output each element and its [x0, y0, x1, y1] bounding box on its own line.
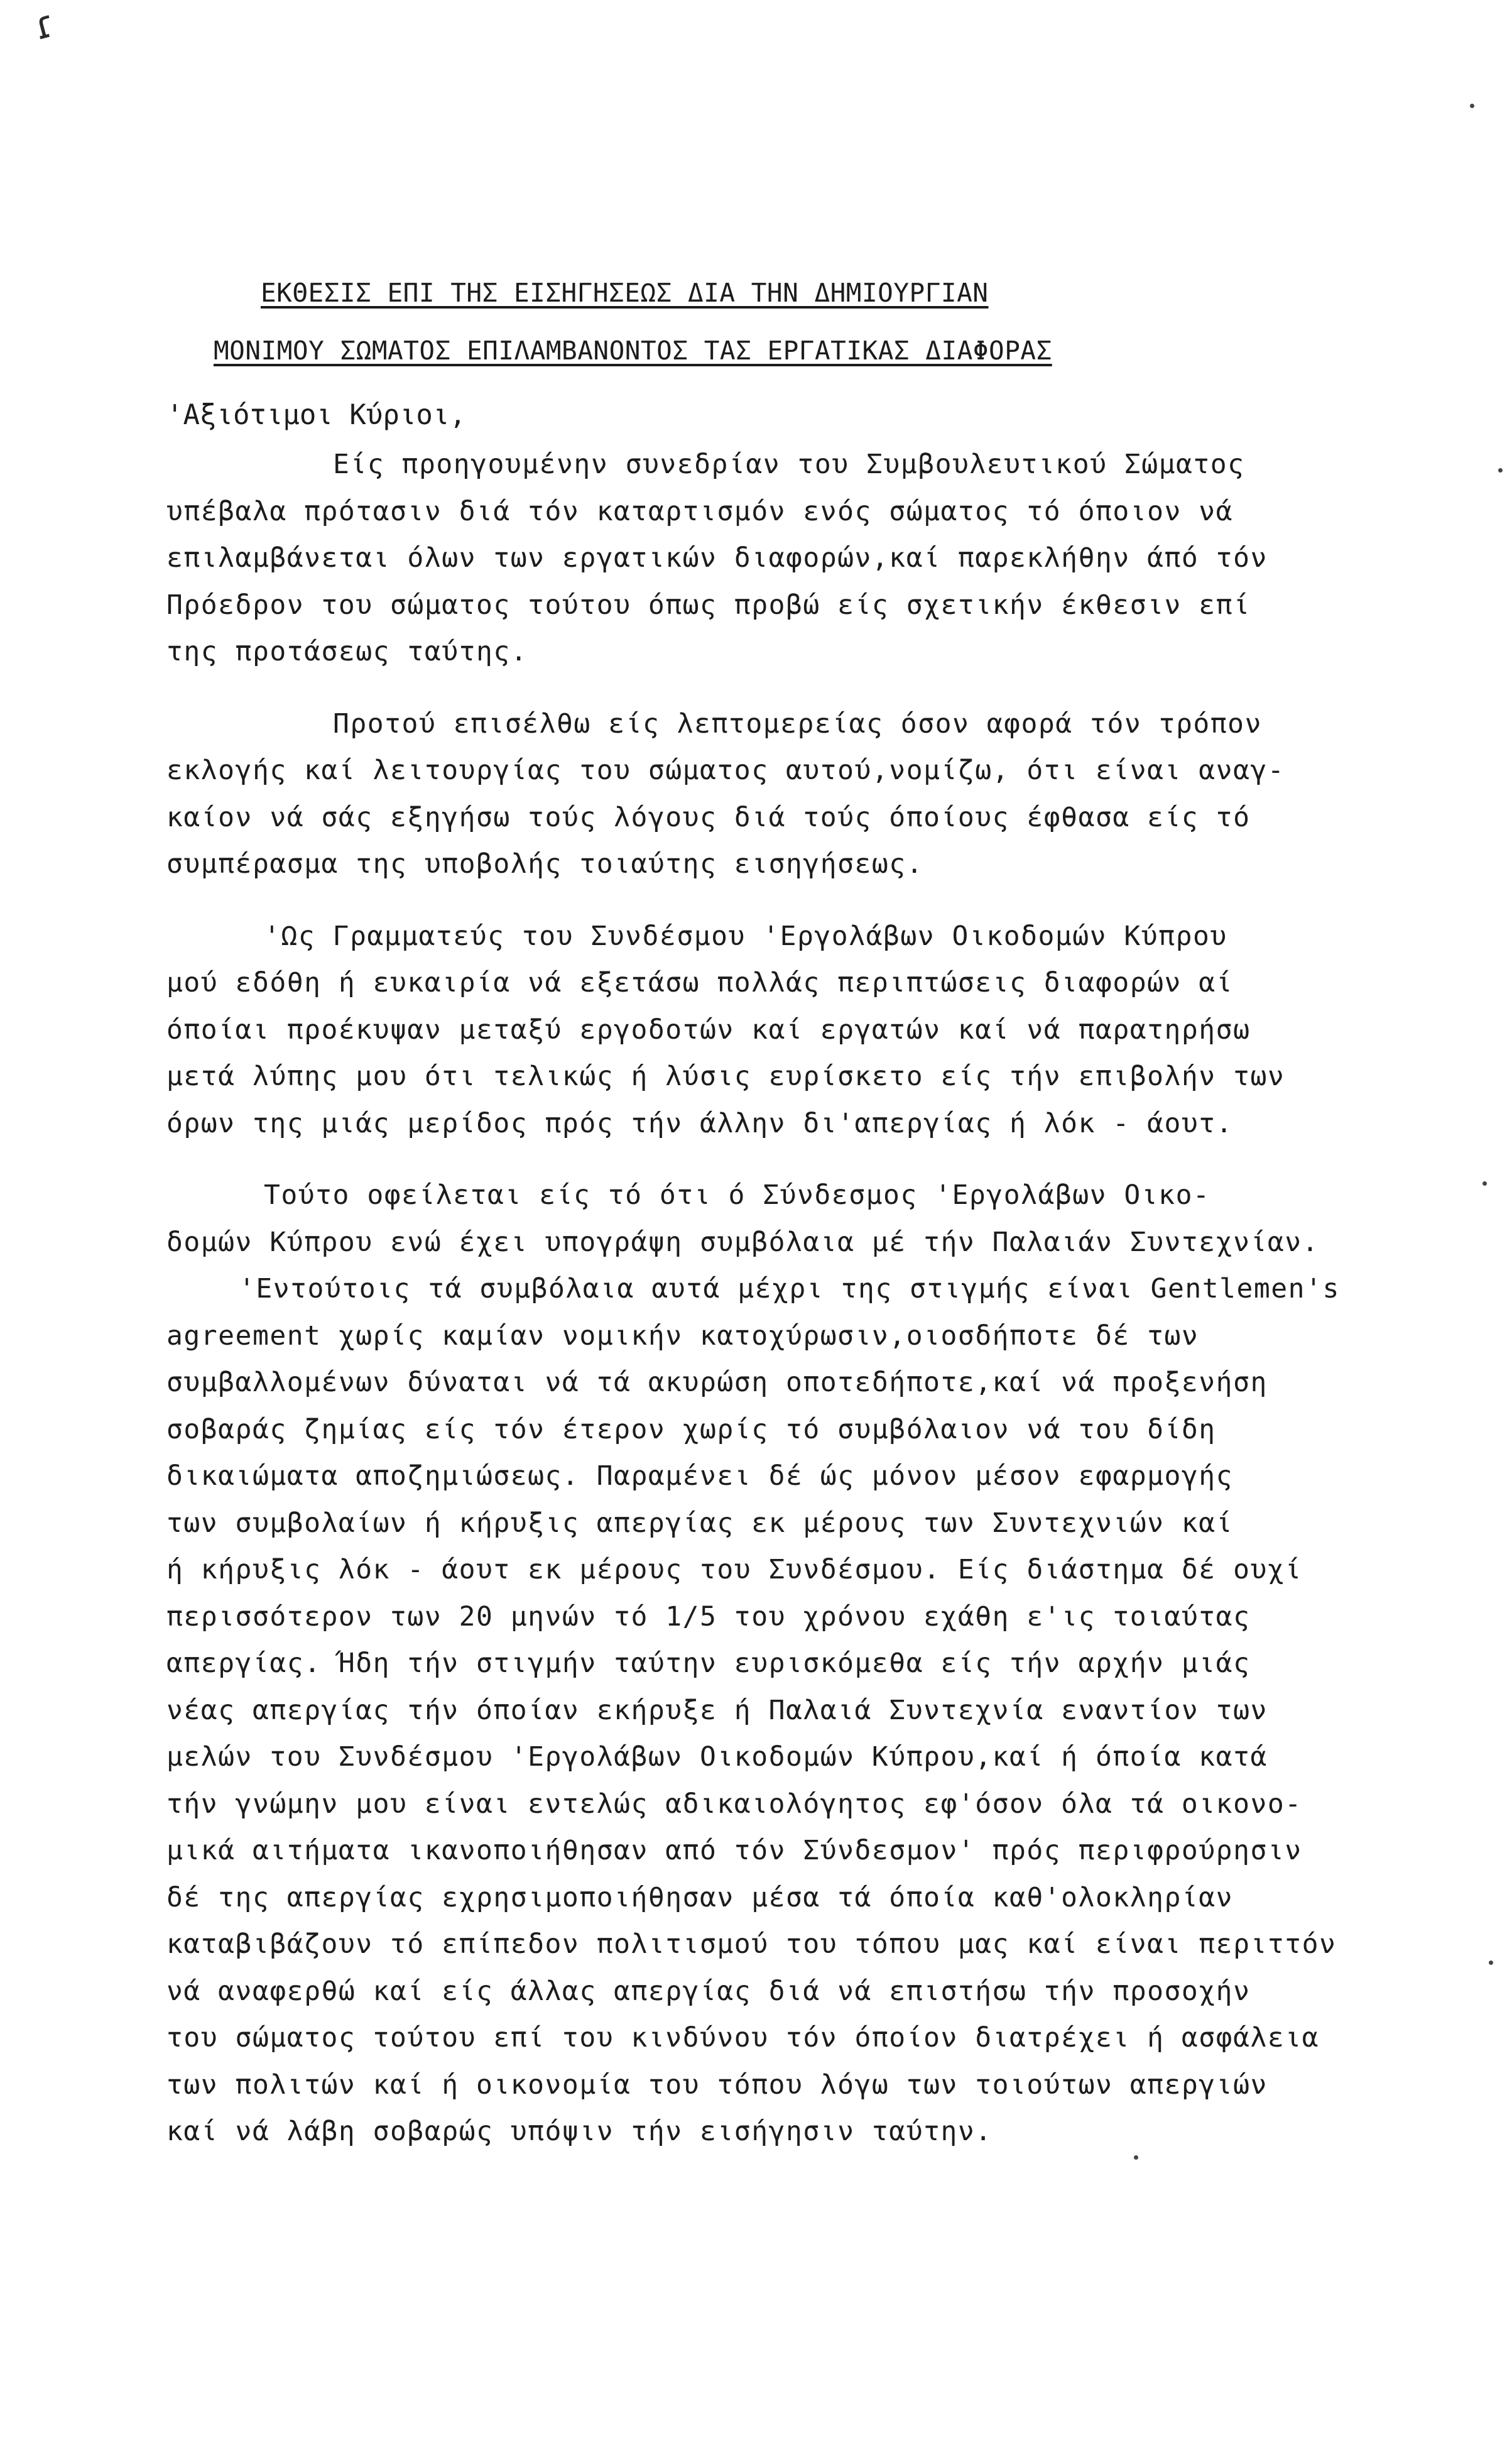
margin-speck [1470, 104, 1474, 108]
text-line: περισσότερον των 20 μηνών τό 1/5 του χρόνου εχάθη ε'ις τοιαύτας [166, 1600, 1251, 1632]
text-line: νά αναφερθώ καί είς άλλας απεργίας διά νά επιστήσω τήν προσοχήν [166, 1975, 1251, 2007]
margin-speck [1498, 468, 1503, 473]
text-line: τήν γνώμην μου είναι εντελώς αδικαιολόγητος εφ'όσον όλα τά οικονο- [166, 1788, 1302, 1820]
typed-report [166, 264, 1454, 2155]
text-line: υπέβαλα πρότασιν διά τόν καταρτισμόν ενός σώματος τό όποιον νά [166, 495, 1234, 527]
margin-speck [1482, 1181, 1487, 1186]
text-line: καίον νά σάς εξηγήσω τούς λόγους διά τούς όποίους έφθασα είς τό [166, 801, 1251, 833]
text-line: Προτού επισέλθω είς λεπτομερείας όσον αφορά τόν τρόπον [333, 708, 1262, 740]
paragraph-1 [166, 441, 1454, 675]
report-title-line-1: ΕΚΘΕΣΙΣ ΕΠΙ ΤΗΣ ΕΙΣΗΓΗΣΕΩΣ ΔΙΑ ΤΗΝ ΔΗΜΙΟΥΡΓΙΑΝ [261, 278, 989, 308]
text-line: απεργίας. Ήδη τήν στιγμήν ταύτην ευρισκόμεθα είς τήν αρχήν μιάς [166, 1648, 1251, 1679]
paragraph-2 [166, 701, 1454, 888]
text-line: της προτάσεως ταύτης. [166, 636, 528, 667]
text-line: των συμβολαίων ή κήρυξις απεργίας εκ μέρους των Συντεχνιών καί [166, 1507, 1234, 1539]
text-line: 'Εντούτοις τά συμβόλαια αυτά μέχρι της στιγμής είναι Gentlemen's [239, 1273, 1340, 1304]
corner-pen-mark: ɾ [29, 1, 60, 49]
text-line: νέας απεργίας τήν όποίαν εκήρυξε ή Παλαιά Συντεχνία εναντίον των [166, 1694, 1268, 1726]
salutation: 'Αξιότιμοι Κύριοι, [166, 399, 466, 431]
paragraph-5 [166, 1266, 1454, 2155]
text-line: καί νά λάβη σοβαρώς υπόψιν τήν εισήγησιν ταύτην. [166, 2116, 993, 2147]
text-line: Τούτο οφείλεται είς τό ότι ό Σύνδεσμος 'Εργολάβων Οικο- [264, 1179, 1210, 1211]
text-line: agreement χωρίς καμίαν νομικήν κατοχύρωσιν,οιοσδήποτε δέ των [166, 1320, 1199, 1352]
text-line: Είς προηγουμένην συνεδρίαν του Συμβουλευτικού Σώματος [333, 449, 1245, 480]
text-line: Πρόεδρον του σώματος τούτου όπως προβώ είς σχετικήν έκθεσιν επί [166, 589, 1251, 621]
text-line: δικαιώματα αποζημιώσεως. Παραμένει δέ ώς μόνον μέσον εφαρμογής [166, 1460, 1234, 1492]
text-line: όρων της μιάς μερίδος πρός τήν άλλην δι'απεργίας ή λόκ - άουτ. [166, 1107, 1234, 1139]
text-line: δέ της απεργίας εχρησιμοποιήθησαν μέσα τά όποία καθ'ολοκληρίαν [166, 1881, 1234, 1913]
text-line: 'Ως Γραμματεύς του Συνδέσμου 'Εργολάβων Οικοδομών Κύπρου [264, 920, 1227, 952]
text-line: δομών Κύπρου ενώ έχει υπογράψη συμβόλαια μέ τήν Παλαιάν Συντεχνίαν. [166, 1226, 1320, 1258]
report-title-line-2: ΜΟΝΙΜΟΥ ΣΩΜΑΤΟΣ ΕΠΙΛΑΜΒΑΝΟΝΤΟΣ ΤΑΣ ΕΡΓΑΤΙΚΑΣ ΔΙΑΦΟΡΑΣ [214, 336, 1052, 366]
text-line: εκλογής καί λειτουργίας του σώματος αυτού,νομίζω, ότι είναι αναγ- [166, 755, 1285, 786]
text-line: μικά αιτήματα ικανοποιήθησαν από τόν Σύνδεσμον' πρός περιφρούρησιν [166, 1835, 1302, 1866]
text-line: συμβαλλομένων δύναται νά τά ακυρώση οποτεδήποτε,καί νά προξενήση [166, 1367, 1268, 1398]
text-line: μού εδόθη ή ευκαιρία νά εξετάσω πολλάς περιπτώσεις διαφορών αί [166, 967, 1234, 998]
text-line: μελών του Συνδέσμου 'Εργολάβων Οικοδομών Κύπρου,καί ή όποία κατά [166, 1741, 1268, 1773]
text-line: επιλαμβάνεται όλων των εργατικών διαφορών,καί παρεκλήθην άπό τόν [166, 542, 1268, 574]
text-line: σοβαράς ζημίας είς τόν έτερον χωρίς τό συμβόλαιον νά του δίδη [166, 1413, 1216, 1445]
text-line: συμπέρασμα της υποβολής τοιαύτης εισηγήσεως. [166, 848, 924, 880]
margin-speck [1489, 1960, 1493, 1965]
text-line: ή κήρυξις λόκ - άουτ εκ μέρους του Συνδέσμου. Είς διάστημα δέ ουχί [166, 1554, 1302, 1585]
text-line: μετά λύπης μου ότι τελικώς ή λύσις ευρίσκετο είς τήν επιβολήν των [166, 1061, 1285, 1092]
paragraph-3 [166, 913, 1454, 1147]
text-line: καταβιβάζουν τό επίπεδον πολιτισμού του τόπου μας καί είναι περιττόν [166, 1928, 1337, 1960]
text-line: του σώματος τούτου επί του κινδύνου τόν όποίον διατρέχει ή ασφάλεια [166, 2022, 1320, 2053]
text-line: όποίαι προέκυψαν μεταξύ εργοδοτών καί εργατών καί νά παρατηρήσω [166, 1014, 1251, 1046]
text-line: των πολιτών καί ή οικονομία του τόπου λόγω των τοιούτων απεργιών [166, 2069, 1268, 2101]
paragraph-4 [166, 1172, 1454, 1266]
margin-speck [1134, 2155, 1138, 2160]
